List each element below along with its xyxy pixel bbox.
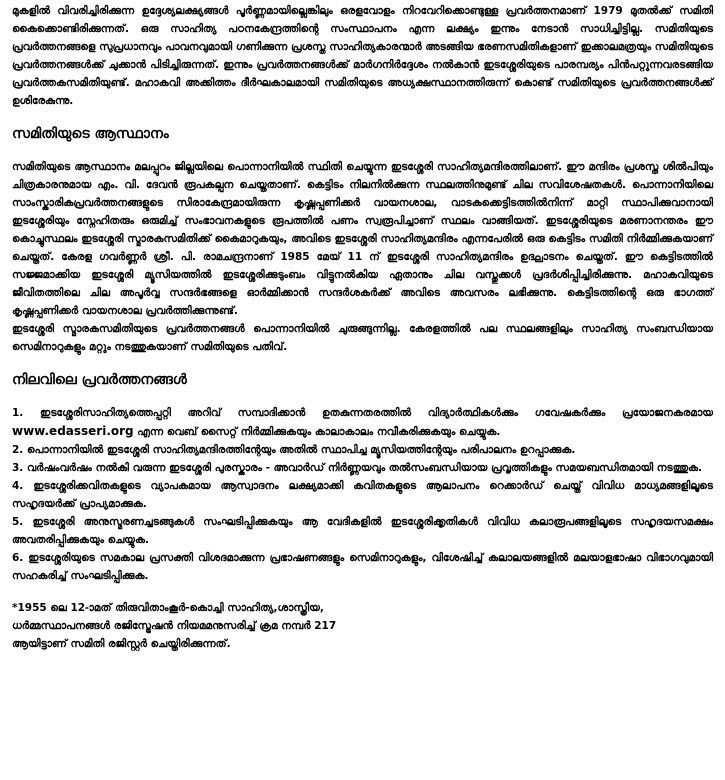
spacer <box>12 144 713 158</box>
headquarters-heading: സമിതിയുടെ ആസ്ഥാനം <box>12 126 169 142</box>
website-link[interactable]: www.edasseri.org <box>12 424 134 438</box>
note-line-3: ആയിട്ടാണ് സമിതി രജിസ്റ്റർ ചെയ്തിരിക്കുന്നത്. <box>12 638 231 650</box>
spacer <box>12 390 713 404</box>
note-line-2: ധർമ്മസ്ഥാപനങ്ങൾ രജിസ്ട്രേഷൻ നിയമമനുസരിച്ച് ക്രമ നമ്പർ 217 <box>12 620 337 632</box>
activity-item-5: 5. ഇടശ്ശേരി അനുസ്മരണച്ചടങ്ങുകൾ സംഘടിപ്പിക്കുകയും ആ വേദികളിൽ ഇടശ്ശേരിക്കൃതികൾ വിവിധ കലാരൂപങ്ങളിലൂടെ സഹൃദയസമക്ഷം അവതരിപ്പിക്കുകയും ചെയ്യുക. <box>12 516 713 546</box>
activity-item-2: 2. പൊന്നാനിയിൽ ഇടശ്ശേരി സാഹിത്യമന്ദിരത്തിന്റേയും അതിൽ സ്ഥാപിച്ച മ്യൂസിയത്തിന്റേയും പരിപാലനം ഉറപ്പാക്കുക. <box>12 444 576 456</box>
note-line-1: *1955 ലെ 12-ാമത് തിരുവിതാംകൂർ-കൊച്ചി സാഹിത്യ,ശാസ്ത്രീയ, <box>12 602 324 614</box>
activities-list <box>12 404 713 585</box>
activity-item-3: 3. വർഷംവർഷം നൽകി വരുന്ന ഇടശ്ശേരി പുരസ്കാരം - അവാർഡ് നിർണ്ണയവും തൽസംബന്ധിയായ പ്രവൃത്തികളും സമയബന്ധിതമായി നടത്തുക. <box>12 462 703 474</box>
activities-heading: നിലവിലെ പ്രവർത്തനങ്ങൾ <box>12 372 187 388</box>
activity-item-4: 4. ഇടശ്ശേരിക്കവിതകളുടെ വ്യാപകമായ ആസ്വാദനം ലക്ഷ്യമാക്കി കവിതകളുടെ ആലാപനം റെക്കാർഡ് ചെയ്ത് വിവിധ മാധ്യമങ്ങളിലൂടെ സഹൃദയർക്ക് പ്രാപ്യമാക്കുക. <box>12 480 713 510</box>
activity-item-1-text-a: 1. ഇടശ്ശേരിസാഹിത്യത്തെപ്പറ്റി അറിവ് സമ്പാദിക്കാൻ ഉതകുന്നതരത്തിൽ വിദ്യാർത്ഥികൾക്കും ഗവേഷകർക്കും പ്രയോജനകരമായ <box>12 407 713 419</box>
activity-item-1-text-b: എന്ന വെബ് സൈറ്റ് നിർമ്മിക്കുകയും കാലാകാലം നവീകരിക്കുകയും ചെയ്യുക. <box>137 426 501 438</box>
headquarters-paragraph-2: ഇടശ്ശേരി സ്മാരകസമിതിയുടെ പ്രവർത്തനങ്ങൾ പൊന്നാനിയിൽ ചുരുങ്ങുന്നില്ല. കേരളത്തിൽ പല സ്ഥലങ്ങളിലും സാഹിത്യ സംബന്ധിയായ സെമിനാറുകളും മറ്റും നടത്തുകയാണ് സമിതിയുടെ പതിവ്. <box>12 323 713 353</box>
spacer <box>12 585 713 599</box>
activity-item-1 <box>12 404 713 441</box>
headquarters-paragraph: സമിതിയുടെ ആസ്ഥാനം മലപ്പുറം ജില്ലയിലെ പൊന്നാനിയിൽ സ്ഥിതി ചെയ്യുന്ന ഇടശ്ശേരി സാഹിത്യമന്ദിരത്തിലാണ്. ഈ മന്ദിരം പ്രശസ്ത ശിൽപിയും ചിത്രകാരനുമായ എം. വി. ദേവൻ രൂപകല്പന ചെയ്തതാണ്. കെട്ടിടം നിലനിൽക്കുന്ന സ്ഥലത്തിനുമുണ്ട് ചില സവിശേഷതകൾ. പൊന്നാനിയിലെ സാംസ്കാരികപ്രവർത്തനങ്ങളുടെ സിരാകേന്ദ്രമായിരുന്ന കൃഷ്ണപ്പണിക്കർ വായനശാല, വാടകക്കെട്ടിടത്തിൽനിന്ന് മാറ്റി സ്ഥാപിക്കുവാനായി ഇടശ്ശേരിയും സ്നേഹിതരും ഒരുമിച്ച് സംഭാവനകളുടെ രൂപത്തിൽ പണം സ്വരൂപിച്ചാണ് സ്ഥലം വാങ്ങിയത്. ഇടശ്ശേരിയുടെ മരണാനന്തരം ഈ കൊച്ചുസ്ഥലം ഇടശ്ശേരി സ്മാരകസമിതിക്ക് കൈമാറുകയും, അവിടെ ഇടശ്ശേരി സാഹിത്യമന്ദിരം എന്നപേരിൽ ഒരു കെട്ടിടം സമിതി നിർമ്മിക്കുകയാണ് ചെയ്തത്. കേരള ഗവർണ്ണർ ശ്രീ. പി. രാമചന്ദ്രനാണ് 1985 മേയ് 11 ന് ഇടശ്ശേരി സാഹിത്യമന്ദിരം ഉദ്ഘാടനം ചെയ്തത്. ഈ കെട്ടിടത്തിൽ സജ്ജമാക്കിയ ഇടശ്ശേരി മ്യൂസിയത്തിൽ ഇടശ്ശേരിക്കുടുംബം വിട്ടുനൽകിയ ഏതാനും ചില വസ്തുക്കൾ പ്രദർശിപ്പിച്ചിരിക്കുന്നു. മഹാകവിയുടെ ജീവിതത്തിലെ ചില അപൂർവ്വ സന്ദർഭങ്ങളെ ഓർമ്മിക്കാൻ സന്ദർശകർക്ക് അവിടെ അവസരം ലഭിക്കുന്നു. കെട്ടിടത്തിന്റെ ഒരു ഭാഗത്ത് കൃഷ്ണപ്പണിക്കർ വായനശാല പ്രവർത്തിക്കുന്നുണ്ട്. <box>12 161 713 317</box>
registration-note <box>12 599 713 653</box>
intro-paragraph: മുകളിൽ വിവരിച്ചിരിക്കുന്ന ഉദ്ദേശ്യലക്ഷ്യങ്ങൾ പൂർണ്ണമായില്ലെങ്കിലും ഒരളവോളം നിറവേറിക്കൊണ്ടുള്ള പ്രവർത്തനമാണ് 1979 മുതൽക്ക് സമിതി കൈക്കൊണ്ടിരിക്കുന്നത്. ഒരു സാഹിത്യ പഠനകേന്ദ്രത്തിന്റെ സംസ്ഥാപനം എന്ന ലക്ഷ്യം ഇന്നും നേടാൻ സാധിച്ചിട്ടില്ല. സമിതിയുടെ പ്രവർത്തനങ്ങളെ സുപ്രധാനവും പാവനവുമായി ഗണിക്കുന്ന പ്രശസ്ത സാഹിത്യകാരന്മാർ അടങ്ങിയ ഭരണസമിതികളാണ് ഇക്കാലമത്രയും സമിതിയുടെ പ്രവർത്തനങ്ങൾക്ക് ചുക്കാൻ പിടിച്ചിരുന്നത്. ഇന്നും പ്രവർത്തനങ്ങൾക്ക് മാർഗനിർദ്ദേശം നൽകാൻ ഇടശ്ശേരിയുടെ പാരമ്പര്യം പിൻപറ്റുന്നവരടങ്ങിയ പ്രവർത്തകസമിതിയുണ്ട്. മഹാകവി അക്കിത്തം ദീർഘകാലമായി സമിതിയുടെ അധ്യക്ഷസ്ഥാനത്തിരുന്ന് കൊണ്ട് സമിതിയുടെ പ്രവർത്തനങ്ങൾക്ക് ഉശിരേകുന്നു. <box>12 5 713 107</box>
spacer <box>12 356 713 370</box>
spacer <box>12 110 713 124</box>
activity-item-6: 6. ഇടശ്ശേരിയുടെ സമകാല പ്രസക്തി വിശദമാക്കുന്ന പ്രഭാഷണങ്ങളും സെമിനാറുകളും, വിശേഷിച്ച് കലാലയങ്ങളിൽ മലയാളഭാഷാ വിഭാഗവുമായി സഹകരിച്ച് സംഘടിപ്പിക്കുക. <box>12 552 713 582</box>
